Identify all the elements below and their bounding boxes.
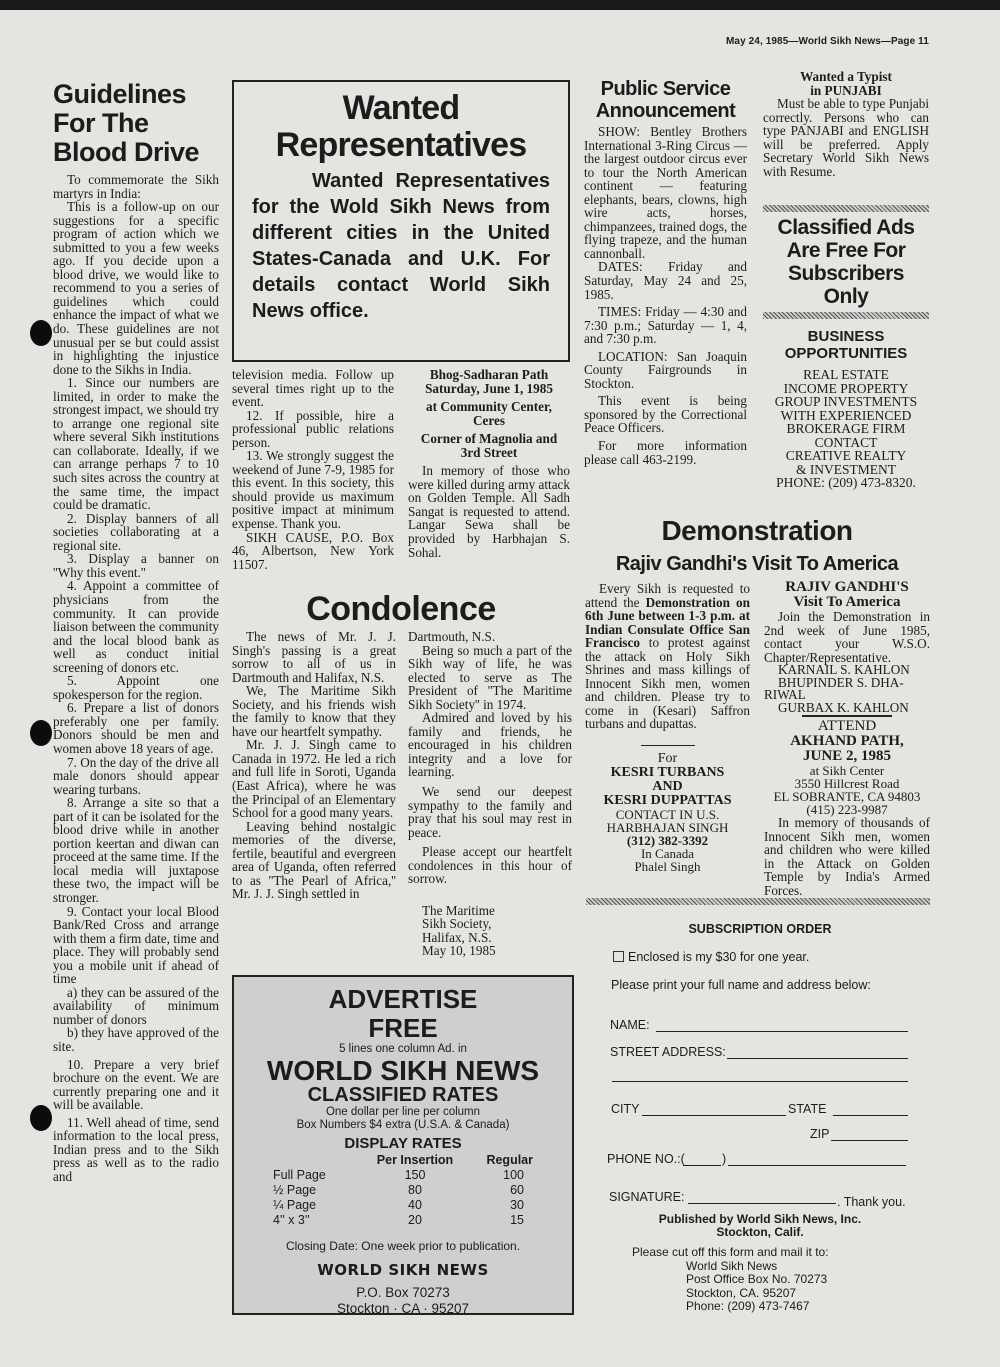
phone-close-paren: ): [722, 1152, 727, 1166]
paragraph: 3. Display a banner on ''Why this event.'': [53, 551, 219, 580]
rajiv-body: Join the Demonstration in 2nd week of June 1985, contact your W.S.O. Chapter/Representative.: [764, 609, 930, 665]
contact-name: BHUPINDER S. DHA-: [778, 674, 904, 690]
rate-reg: 100: [503, 1168, 524, 1182]
typist-body: Must be able to type Punjabi correctly. Persons who can type PANJABI and ENGLISH will be preferred. Apply Secretary World Sikh News with Resume.: [763, 96, 929, 179]
condolence-col-2: [408, 630, 572, 958]
paragraph: Mr. J. J. Singh came to Canada in 1972. He led a rich and full life in Soroti, Uganda (East Africa), where he was the Principal of an Elementary School for a good many years.: [232, 737, 396, 821]
contact-phone: (312) 382-3392: [626, 833, 709, 849]
demonstration-notice: [585, 582, 750, 873]
bhog-street: 3rd Street: [460, 444, 518, 460]
paragraph: This event is being sponsored by the Correctional Peace Officers.: [584, 393, 747, 436]
paragraph: 1. Since our numbers are limited, in order to make the strongest impact, we should try to arrange one regional site where several Sikh institutions can collaborate. Ideally, if we can arrange perhaps 7 to 10 such sites across the country at the same time, the impact could be dramatic.: [53, 375, 219, 513]
zip-field[interactable]: [831, 1140, 908, 1141]
title-line: Wanted: [342, 89, 460, 127]
title-line: Guidelines: [53, 79, 187, 109]
paragraph: SIKH CAUSE, P.O. Box 46, Albertson, New York 11507.: [232, 529, 394, 572]
divider: [763, 205, 929, 212]
title-line: Classified Ads: [777, 216, 915, 239]
street-label: STREET ADDRESS:: [610, 1045, 726, 1059]
city-field[interactable]: [642, 1115, 786, 1116]
rate-row: [272, 1213, 534, 1228]
paragraph: 7. On the day of the drive all male donors should appear wearing turbans.: [53, 754, 219, 797]
paragraph: 8. Arrange a site so that a part of it can be isolated for the blood drive while in another portion keertan and diwan can proceed at the same time. If the local media will juxtapose these two, the impact will be stronger.: [53, 795, 219, 905]
condolence-col-1: [232, 630, 396, 901]
paragraph: 2. Display banners of all societies collaborating at a regional site.: [53, 510, 219, 553]
psa-article: [584, 78, 747, 466]
rate-row: [272, 1168, 534, 1183]
business-line: REAL ESTATE: [803, 367, 889, 382]
mail-instruction: Please cut off this form and mail it to:: [632, 1245, 829, 1259]
rajiv-visit-notice: [764, 580, 930, 897]
checkbox-label: Enclosed is my $30 for one year.: [628, 950, 810, 964]
paragraph: The news of Mr. J. J. Singh's passing is a great sorrow to all of us in Dartmouth and Halifax, N.S.: [232, 629, 396, 685]
bhog-date: Saturday, June 1, 1985: [425, 380, 553, 396]
mail-line: World Sikh News: [686, 1258, 778, 1273]
rate-size: Full Page: [273, 1168, 326, 1182]
signature-line: Sikh Society,: [422, 916, 492, 932]
paragraph: 4. Appoint a committee of physicians from the community. It can provide liaison between the community and the local blood bank as well as conduct initial screening of donors etc.: [53, 578, 219, 675]
classified-rates-heading: CLASSIFIED RATES: [307, 1084, 499, 1106]
condolence-title: Condolence: [306, 590, 496, 628]
rate-per: 80: [408, 1183, 422, 1197]
phone-label: PHONE NO.:(: [607, 1152, 685, 1166]
title-line: BUSINESS: [807, 328, 885, 345]
body-bold: Demonstration on 6th June between 1-3 p.m. at Indian Consulate Office San Francisco: [585, 594, 750, 651]
state-label: STATE: [788, 1102, 827, 1116]
name-field[interactable]: [656, 1031, 908, 1032]
title-line: Only: [823, 285, 869, 308]
advertise-free: FREE: [368, 1013, 438, 1043]
bhog-notice: [408, 368, 570, 559]
paragraph: SHOW: Bentley Brothers International 3-Ring Circus — the largest outdoor circus ever to tour the North American continent — featuring elephants, bears, clowns, high wire acts, horses, chimpanzees, trained dogs, the flying trapeze, and the human cannonball.: [584, 124, 747, 261]
rate-per: 150: [404, 1168, 426, 1182]
paragraph: 5. Appoint one spokesperson for the region.: [53, 673, 219, 702]
display-rates-table: [272, 1153, 534, 1228]
canada-label: In Canada: [640, 846, 695, 862]
page-folio: May 24, 1985—World Sikh News—Page 11: [726, 36, 929, 47]
mail-line: Stockton, CA. 95207: [686, 1285, 797, 1300]
paragraph: 12. If possible, hire a professional public relations person.: [232, 407, 394, 450]
paragraph: Dartmouth, N.S.: [408, 629, 496, 644]
rajiv-subheading: Visit To America: [793, 594, 901, 610]
title-line: Are Free For: [786, 239, 906, 262]
akhand-path: AKHAND PATH,: [790, 733, 904, 750]
display-rates-heading: DISPLAY RATES: [344, 1135, 462, 1152]
paragraph: Being so much a part of the Sikh way of life, he was elected to serve as The President of ''The Maritime Sikh Society'' in 1974.: [408, 642, 572, 712]
paragraph: DATES: Friday and Saturday, May 24 and 25, 1985.: [584, 259, 747, 302]
advertise-box: [232, 975, 574, 1315]
paragraph: 6. Prepare a list of donors preferably one per family. Donors should be men and women above 18 years of age.: [53, 700, 219, 756]
bhog-venue: at Community Center,: [426, 399, 552, 415]
title-line: OPPORTUNITIES: [784, 345, 908, 362]
wanted-title: [252, 90, 550, 164]
paragraph: television media. Follow up several times right up to the event.: [232, 367, 394, 410]
paragraph: 13. We strongly suggest the weekend of June 7-9, 1985 for this event. In this society, this should provide us maximum positive impact at minimum expense. Thank you.: [232, 448, 394, 532]
paragraph: For more information please call 463-2199.: [584, 438, 747, 467]
paragraph: 9. Contact your local Blood Bank/Red Cross and arrange with them a firm date, time and place. They will probably send you a mobile unit if ahead of time: [53, 903, 219, 987]
contact-name: RIWAL: [764, 687, 806, 703]
signature-field[interactable]: [688, 1203, 836, 1204]
contact-name: GURBAX K. KAHLON: [778, 699, 909, 715]
paragraph: 10. Prepare a very brief brochure on the event. We are currently preparing one and it will be available.: [53, 1056, 219, 1113]
psa-title: [584, 78, 747, 122]
contact-name: KARNAIL S. KAHLON: [778, 662, 910, 678]
rajiv-heading: RAJIV GANDHI'S: [785, 579, 909, 595]
rate-reg: 15: [510, 1213, 524, 1227]
paragraph: This is a follow-up on our suggestions for a specific program of action which we submitted to you a few weeks ago. If you decide upon a blood drive, we would like to recommend to you a series of guidelines which could enhance the impact of what we do. These guidelines are not unusual per se but could assist in highlighting the injustice done to the Sikhs in India.: [53, 199, 219, 377]
paragraph: We, The Maritime Sikh Society, and his friends wish the family to know that they have our heartfelt sympathy.: [232, 683, 396, 739]
signature-line: Halifax, N.S.: [422, 929, 492, 945]
attend-label: ATTEND: [817, 718, 877, 735]
name-label: NAME:: [610, 1018, 650, 1032]
thank-you: . Thank you.: [837, 1195, 906, 1209]
venue-address: 3550 Hillcrest Road: [794, 776, 900, 792]
rate-reg: 30: [510, 1198, 524, 1212]
mail-line: Phone: (209) 473-7467: [686, 1299, 810, 1313]
subscription-title: SUBSCRIPTION ORDER: [688, 922, 832, 936]
for-label: For: [657, 751, 678, 767]
subscription-instructions: Please print your full name and address below:: [611, 978, 871, 992]
bhog-corner: Corner of Magnolia and: [420, 431, 558, 447]
rate-per: 40: [408, 1198, 422, 1212]
paragraph: b) they have approved of the site.: [53, 1025, 219, 1054]
subscription-checkbox-row[interactable]: [613, 950, 809, 964]
city-label: CITY: [611, 1102, 640, 1116]
paragraph: Leaving behind nostalgic memories of the diverse, fertile, beautiful and evergreen area of Uganda, often referred to as ''The Pearl of Africa,'' Mr. J. J. Singh settled in: [232, 818, 396, 902]
paragraph: To commemorate the Sikh martyrs in India:: [53, 172, 219, 201]
paragraph: LOCATION: San Joaquin County Fairgrounds in Stockton.: [584, 348, 747, 391]
bhog-city: Ceres: [473, 412, 505, 428]
signature-line: May 10, 1985: [422, 943, 496, 959]
rate-reg: 60: [510, 1183, 524, 1197]
zip-label: ZIP: [810, 1127, 830, 1141]
typist-subheading: in PUNJABI: [810, 82, 882, 98]
street-field-2[interactable]: [612, 1081, 908, 1082]
rate-size: 4'' x 3'': [273, 1213, 310, 1227]
area-code-field[interactable]: [683, 1165, 721, 1166]
state-field[interactable]: [833, 1115, 908, 1116]
closing-date: Closing Date: One week prior to publication.: [285, 1239, 521, 1253]
business-line: WITH EXPERIENCED: [780, 407, 912, 423]
venue: at Sikh Center: [809, 763, 885, 779]
binder-hole: [30, 320, 52, 346]
bhog-body: In memory of those who were killed during army attack on Golden Temple. All Sadh Sangat is requested to attend. Langar Sewa shall be provided by Harbhajan S. Sohal.: [408, 463, 570, 560]
rate-row: [272, 1198, 534, 1213]
memory-text: In memory of thousands of Innocent Sikh men, women and children who were killed in the Attack on Golden Temple by India's Armed Forces.: [764, 815, 930, 898]
venue-city: EL SOBRANTE, CA 94803: [773, 789, 921, 805]
title-line: Public Service: [600, 78, 731, 100]
condolence-signature: [408, 904, 572, 958]
business-line: & INVESTMENT: [795, 461, 897, 477]
body-text: Every Sikh is requested to attend the: [585, 581, 750, 610]
binder-hole: [30, 720, 52, 746]
signature-line: The Maritime: [422, 902, 495, 918]
paragraph: 11. Well ahead of time, send information to the local press, Indian press and to the Sikh press as well as to the radio and: [53, 1114, 219, 1184]
title-line: For The: [53, 108, 149, 138]
title-line: Blood Drive: [53, 137, 200, 167]
typist-heading: Wanted a Typist: [800, 69, 892, 84]
kesri-turbans: KESRI TURBANS: [610, 765, 725, 781]
contact-name: HARBHAJAN SINGH: [606, 820, 729, 836]
title-line: Subscribers: [788, 262, 904, 285]
rate-per: 20: [408, 1213, 422, 1227]
publisher: [590, 1213, 930, 1239]
rate-size: ¼ Page: [273, 1198, 317, 1212]
divider: [763, 312, 929, 319]
akhand-date: JUNE 2, 1985: [803, 748, 891, 765]
publisher-city: Stockton, Calif.: [716, 1225, 804, 1239]
rate-row: [272, 1183, 534, 1198]
mail-line: Post Office Box No. 70273: [686, 1272, 828, 1286]
classified-free-heading: [763, 216, 929, 308]
paragraph: TIMES: Friday — 4:30 and 7:30 p.m.; Saturday — 1, 4, and 7:30 p.m.: [584, 304, 747, 347]
advertise-address: P.O. Box 70273: [356, 1285, 450, 1300]
mail-to: [632, 1246, 829, 1314]
advertise-title: ADVERTISE: [328, 984, 478, 1014]
box-numbers-line: Box Numbers $4 extra (U.S.A. & Canada): [296, 1119, 510, 1131]
advertise-paper-name: WORLD SIKH NEWS: [266, 1055, 540, 1086]
advertise-sub: 5 lines one column Ad. in: [339, 1043, 467, 1055]
street-field[interactable]: [727, 1058, 908, 1059]
wanted-representatives-box: [232, 80, 570, 362]
world-sikh-news-logo: WORLD SIKH NEWS: [317, 1261, 489, 1279]
business-line: PHONE: (209) 473-8320.: [776, 475, 916, 490]
divider: [586, 898, 930, 905]
business-opportunities: [763, 328, 929, 490]
contact-label: CONTACT IN U.S.: [615, 807, 720, 823]
guidelines-continued: [232, 368, 394, 571]
body-text: to protest against the attack on Holy Sikh Shrines and mass killings of Innocent Sikh men, women and children. Please try to come in (Kesari) Saffron turbans and dupattas.: [585, 635, 750, 732]
typist-ad: [763, 70, 929, 178]
phone-field[interactable]: [728, 1165, 906, 1166]
guidelines-article: [53, 80, 219, 1183]
publisher-line: Published by World Sikh News, Inc.: [658, 1212, 862, 1226]
rate-line: One dollar per line per column: [325, 1106, 481, 1118]
divider: [641, 745, 695, 746]
checkbox[interactable]: [613, 951, 624, 962]
rate-size: ½ Page: [273, 1183, 317, 1197]
paragraph: Please accept our heartfelt condolences in this hour of sorrow.: [408, 844, 572, 887]
guidelines-title: [53, 80, 219, 167]
venue-phone: (415) 223-9987: [806, 802, 888, 818]
demonstration-subtitle: Rajiv Gandhi's Visit To America: [615, 553, 899, 575]
kesri-duppattas: KESRI DUPPATTAS: [603, 793, 732, 809]
demonstration-title: Demonstration: [661, 515, 853, 546]
business-line: CREATIVE REALTY: [785, 448, 907, 463]
binder-hole: [30, 1105, 52, 1131]
canada-name: Phalel Singh: [634, 859, 701, 875]
business-line: INCOME PROPERTY: [783, 380, 909, 396]
and-label: AND: [652, 779, 683, 795]
business-line: CONTACT: [814, 434, 878, 450]
col-regular: Regular: [486, 1153, 533, 1167]
paragraph: We send our deepest sympathy to the family and pray that his soul may rest in peace.: [408, 784, 572, 840]
title-line: Announcement: [595, 100, 736, 122]
bhog-heading: Bhog-Sadharan Path: [429, 367, 549, 382]
wanted-body: Wanted Representatives for the Wold Sikh News from different cities in the United States-Canada and U.K. For details contact World Sikh News office.: [252, 170, 550, 322]
business-line: BROKERAGE FIRM: [786, 421, 906, 436]
signature-label: SIGNATURE:: [609, 1190, 685, 1204]
col-per-insertion: Per Insertion: [376, 1153, 454, 1167]
paragraph: a) they can be assured of the availability of minimum number of donors: [53, 984, 219, 1027]
paragraph: Admired and loved by his family and friends, he encouraged in his children integrity and a love for learning.: [408, 710, 572, 780]
business-line: GROUP INVESTMENTS: [774, 394, 918, 409]
divider: [802, 715, 892, 717]
title-line: Representatives: [275, 126, 527, 164]
advertise-city: Stockton · CA · 95207: [336, 1301, 470, 1316]
